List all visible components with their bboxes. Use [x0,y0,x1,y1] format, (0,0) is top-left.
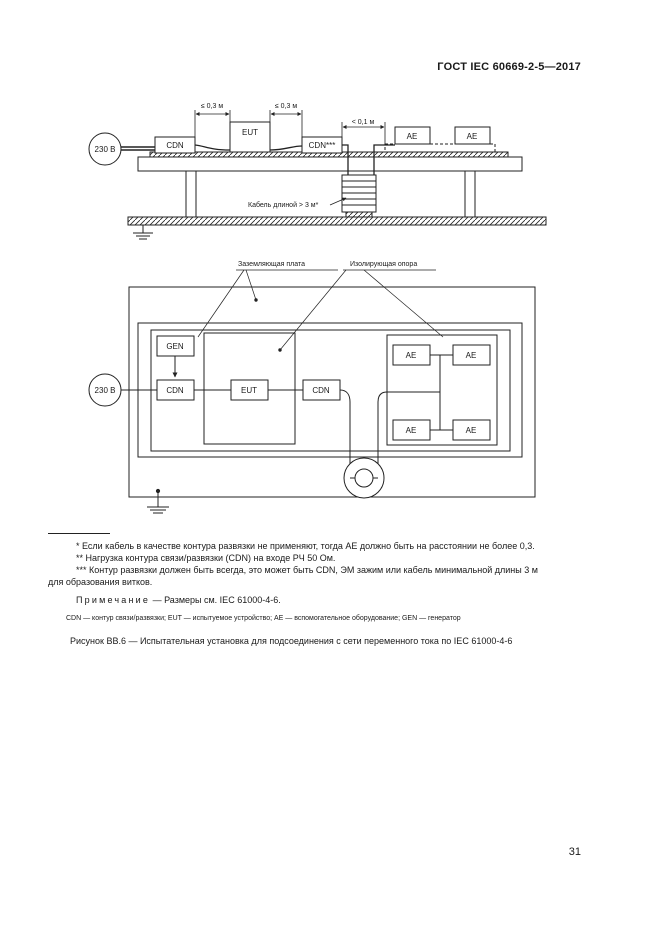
figure-caption: Рисунок ВВ.6 — Испытательная установка для подсоединения с сети переменного тока по IEC 61000-4-6 [70,636,513,646]
top-ae-4-label: AE [465,426,477,435]
top-cdn-2-label: CDN [312,386,330,395]
footnote-3-cont: для образования витков. [48,577,153,587]
table-top [138,157,522,171]
side-eut-label: EUT [242,128,258,137]
top-cdn-1-label: CDN [166,386,184,395]
note-text: — Размеры см. IEC 61000-4-6. [150,595,281,605]
ae-support [385,144,495,152]
dimension-1-label: ≤ 0,3 м [200,103,224,110]
top-ae-2-label: AE [465,351,477,360]
side-ae-2-label: AE [466,132,478,141]
insulating-support-label: Изолирующая опора [350,261,418,268]
top-ae-1-label: AE [405,351,417,360]
table-leg-left [186,171,196,217]
footnote-1: * Если кабель в качестве контура развязки не применяют, тогда AE должно быть на расстоянии не более 0,3. [76,541,535,551]
abbreviation-legend: CDN — контур связи/развязки; EUT — испытуемое устройство; AE — вспомогательное оборудование; GEN — генератор [66,615,461,622]
cable-length-label: Кабель длиной > 3 м* [248,202,319,209]
footnote-2: ** Нагрузка контура связи/развязки (CDN) на входе РЧ 50 Ом. [76,553,336,563]
gen-label: GEN [166,342,184,351]
page-number: 31 [568,846,581,858]
top-eut-label: EUT [241,386,257,395]
floor-ground-plane [128,217,546,225]
side-view [89,110,546,239]
side-cdn-left-label: CDN [166,141,184,150]
standard-header: ГОСТ IEC 60669-2-5—2017 [437,61,581,73]
note-label: Примечание [76,595,151,605]
side-supply-label: 230 В [94,145,116,154]
note [76,595,281,605]
side-cdn-right-label: CDN*** [308,141,336,150]
ground-plane-label: Заземляющая плата [238,261,306,268]
table-leg-right [465,171,475,217]
side-ae-1-label: AE [406,132,418,141]
footnote-rule [48,533,110,534]
top-ae-3-label: AE [405,426,417,435]
top-supply-label: 230 В [94,386,116,395]
footnote-3: *** Контур развязки должен быть всегда, это может быть CDN, ЭМ зажим или кабель минимальной длины 3 м [76,565,538,575]
eut-box [230,122,270,152]
dimension-2-label: ≤ 0,3 м [274,103,298,110]
dimension-3-label: < 0,1 м [351,119,375,126]
